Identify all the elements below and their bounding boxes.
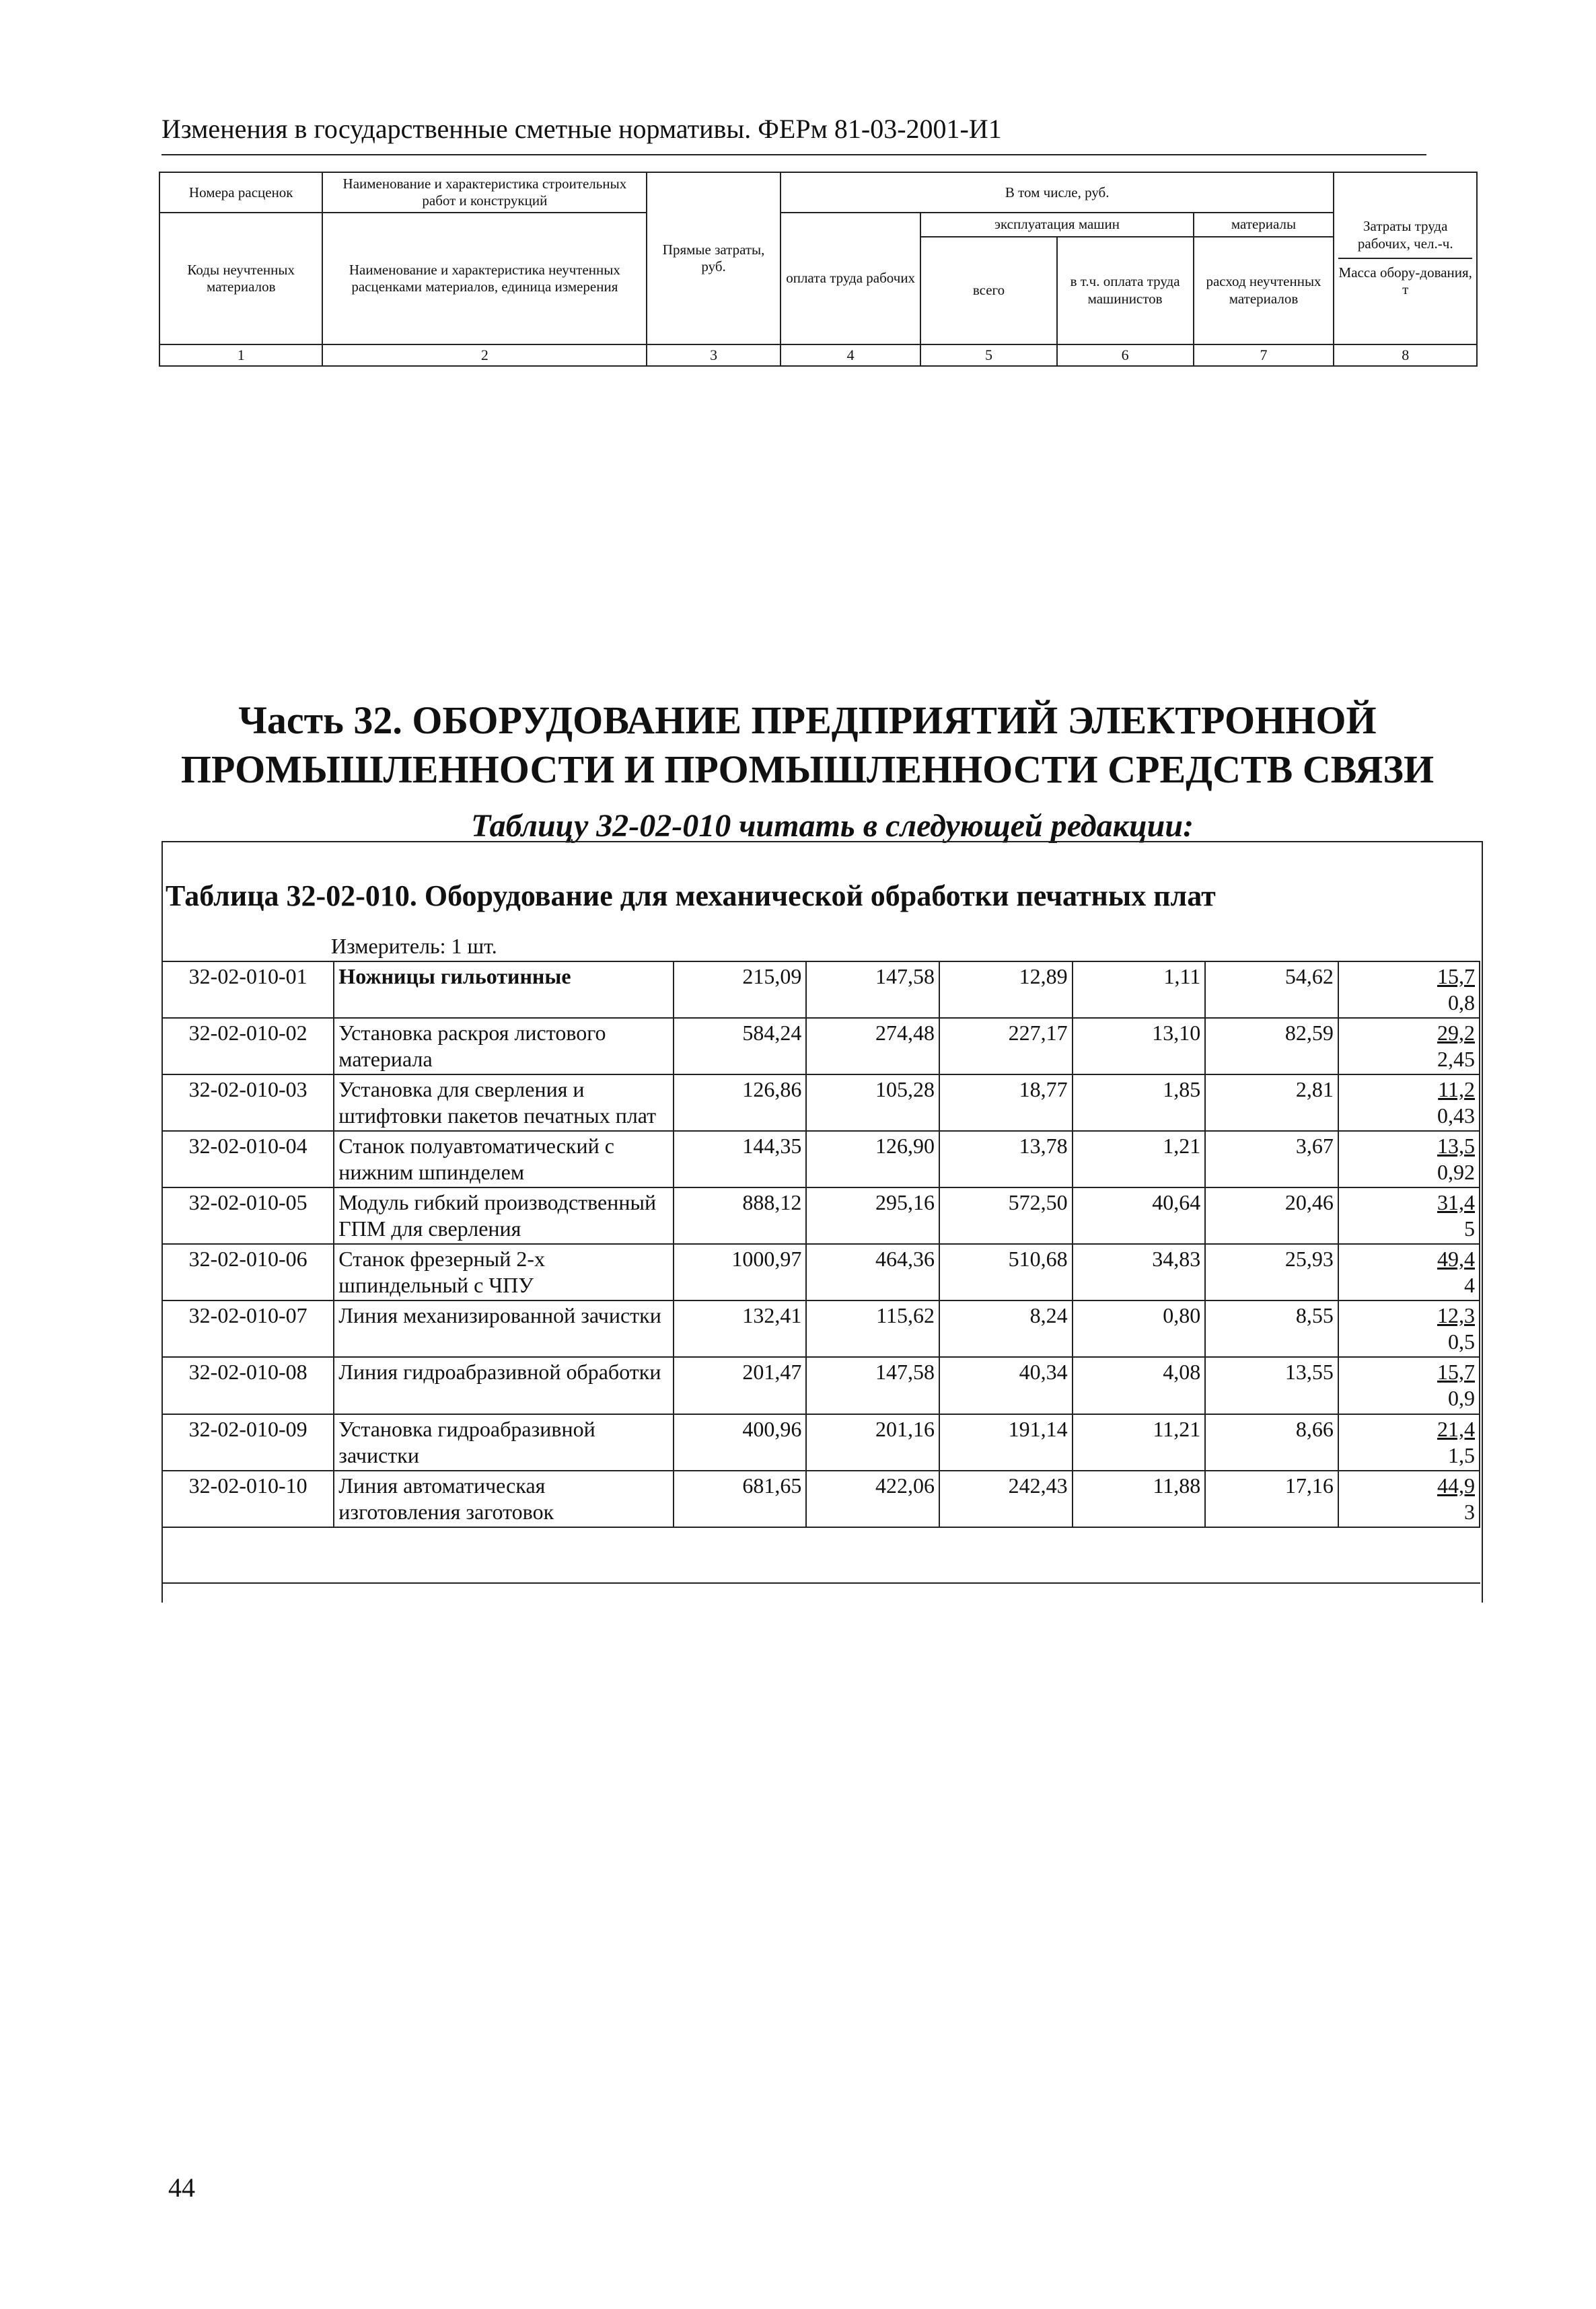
rate-code: 32-02-010-01 <box>162 961 334 1018</box>
table-row <box>162 1187 1480 1244</box>
labor-hours: 31,4 <box>1437 1190 1475 1215</box>
direct-cost: 400,96 <box>674 1414 807 1471</box>
machine-cost-total: 572,50 <box>939 1187 1073 1244</box>
equipment-mass: 0,43 <box>1437 1103 1475 1128</box>
col8-bottom-label: Масса обору-дования, т <box>1338 264 1472 297</box>
materials-cost: 20,46 <box>1205 1187 1338 1244</box>
rate-name: Станок фрезерный 2-х шпиндельный с ЧПУ <box>334 1244 673 1300</box>
machine-operator-cost: 1,85 <box>1073 1074 1206 1131</box>
labor-cost: 201,16 <box>806 1414 939 1471</box>
read-note: Таблицу 32-02-010 читать в следующей редакции: <box>471 808 1194 844</box>
direct-cost: 888,12 <box>674 1187 807 1244</box>
col6-header: в т.ч. оплата труда машинистов <box>1057 237 1194 344</box>
page-header: Изменения в государственные сметные нормативы. ФЕРм 81-03-2001-И1 <box>161 113 1426 155</box>
column-number: 3 <box>647 344 781 366</box>
labor-hours: 49,4 <box>1437 1247 1475 1272</box>
machine-operator-cost: 11,88 <box>1073 1471 1206 1527</box>
column-number: 2 <box>322 344 647 366</box>
labor-hours: 21,4 <box>1437 1416 1475 1441</box>
materials-cost: 17,16 <box>1205 1471 1338 1527</box>
col4-header: оплата труда рабочих <box>781 213 920 344</box>
page-number: 44 <box>168 2172 195 2203</box>
machine-cost-total: 242,43 <box>939 1471 1073 1527</box>
materials-group-header: материалы <box>1194 213 1334 236</box>
direct-cost: 1000,97 <box>674 1244 807 1300</box>
column-number: 7 <box>1194 344 1334 366</box>
labor-cost: 464,36 <box>806 1244 939 1300</box>
labor-hours-and-mass <box>1338 1414 1480 1471</box>
equipment-mass: 5 <box>1464 1216 1475 1241</box>
col2-top-label: Наименование и характеристика строительных работ и конструкций <box>342 176 627 209</box>
direct-cost: 681,65 <box>674 1471 807 1527</box>
machine-operator-cost: 0,80 <box>1073 1300 1206 1357</box>
materials-cost: 82,59 <box>1205 1018 1338 1074</box>
machine-cost-total: 510,68 <box>939 1244 1073 1300</box>
materials-cost: 8,66 <box>1205 1414 1338 1471</box>
table-row <box>162 1131 1480 1187</box>
table-caption: Таблица 32-02-010. Оборудование для механической обработки печатных плат <box>166 879 1216 912</box>
machine-cost-total: 13,78 <box>939 1131 1073 1187</box>
machine-cost-total: 191,14 <box>939 1414 1073 1471</box>
labor-cost: 126,90 <box>806 1131 939 1187</box>
column-number: 8 <box>1334 344 1477 366</box>
rate-code: 32-02-010-10 <box>162 1471 334 1527</box>
materials-cost: 13,55 <box>1205 1357 1338 1414</box>
rate-name: Установка для сверления и штифтовки пакетов печатных плат <box>334 1074 673 1131</box>
col8-top-label: Затраты труда рабочих, чел.-ч. <box>1357 218 1453 252</box>
labor-hours-and-mass <box>1338 1018 1480 1074</box>
rate-name: Модуль гибкий производственный ГПМ для сверления <box>334 1187 673 1244</box>
labor-hours: 29,2 <box>1437 1021 1475 1046</box>
machine-operator-cost: 1,11 <box>1073 961 1206 1018</box>
equipment-mass: 4 <box>1464 1273 1475 1298</box>
labor-hours: 15,7 <box>1437 964 1475 988</box>
equipment-mass: 0,5 <box>1448 1329 1475 1354</box>
column-number: 6 <box>1057 344 1194 366</box>
rate-code: 32-02-010-03 <box>162 1074 334 1131</box>
column-number: 4 <box>781 344 920 366</box>
frame-bottom-rule <box>161 1582 1480 1584</box>
col2-sub-header: Наименование и характеристика неучтенных расценками материалов, единица измерения <box>322 213 647 344</box>
column-header-table <box>159 172 1478 367</box>
col1-top-label: Номера расценок <box>188 184 293 200</box>
materials-cost: 54,62 <box>1205 961 1338 1018</box>
machine-cost-total: 18,77 <box>939 1074 1073 1131</box>
labor-hours: 12,3 <box>1437 1303 1475 1328</box>
rate-code: 32-02-010-05 <box>162 1187 334 1244</box>
col7-header: расход неучтенных материалов <box>1194 237 1334 344</box>
labor-cost: 147,58 <box>806 961 939 1018</box>
part-title: Часть 32. ОБОРУДОВАНИЕ ПРЕДПРИЯТИЙ ЭЛЕКТРОННОЙ ПРОМЫШЛЕННОСТИ И ПРОМЫШЛЕННОСТИ СРЕДСТВ СВЯЗИ <box>180 698 1435 791</box>
labor-cost: 295,16 <box>806 1187 939 1244</box>
rate-code: 32-02-010-09 <box>162 1414 334 1471</box>
machine-operator-cost: 13,10 <box>1073 1018 1206 1074</box>
labor-hours-and-mass <box>1338 961 1480 1018</box>
table-row <box>162 1018 1480 1074</box>
labor-cost: 105,28 <box>806 1074 939 1131</box>
rate-name: Линия гидроабразивной обработки <box>334 1357 673 1414</box>
machine-cost-total: 40,34 <box>939 1357 1073 1414</box>
column-number: 1 <box>159 344 322 366</box>
equipment-mass: 2,45 <box>1437 1047 1475 1072</box>
labor-hours-and-mass <box>1338 1244 1480 1300</box>
direct-cost: 215,09 <box>674 961 807 1018</box>
materials-cost: 3,67 <box>1205 1131 1338 1187</box>
col1-sub-header: Коды неучтенных материалов <box>159 213 322 344</box>
rate-code: 32-02-010-08 <box>162 1357 334 1414</box>
table-row <box>162 961 1480 1018</box>
labor-cost: 115,62 <box>806 1300 939 1357</box>
rate-code: 32-02-010-04 <box>162 1131 334 1187</box>
col2-header <box>322 172 647 213</box>
direct-cost: 201,47 <box>674 1357 807 1414</box>
equipment-mass: 0,8 <box>1448 990 1475 1015</box>
rate-name: Ножницы гильотинные <box>334 961 673 1018</box>
machine-operator-cost: 40,64 <box>1073 1187 1206 1244</box>
labor-hours-and-mass <box>1338 1187 1480 1244</box>
labor-hours-and-mass <box>1338 1357 1480 1414</box>
rate-code: 32-02-010-06 <box>162 1244 334 1300</box>
machine-operator-cost: 11,21 <box>1073 1414 1206 1471</box>
labor-hours: 44,9 <box>1437 1473 1475 1498</box>
direct-cost: 126,86 <box>674 1074 807 1131</box>
machine-operator-cost: 4,08 <box>1073 1357 1206 1414</box>
table-row <box>162 1414 1480 1471</box>
labor-hours-and-mass <box>1338 1131 1480 1187</box>
machines-group-header: эксплуатация машин <box>920 213 1193 236</box>
table-row <box>162 1471 1480 1527</box>
col3-header: Прямые затраты, руб. <box>647 172 781 344</box>
rate-name: Установка раскроя листового материала <box>334 1018 673 1074</box>
machine-cost-total: 227,17 <box>939 1018 1073 1074</box>
machine-cost-total: 12,89 <box>939 961 1073 1018</box>
rate-code: 32-02-010-07 <box>162 1300 334 1357</box>
table-row <box>162 1074 1480 1131</box>
direct-cost: 584,24 <box>674 1018 807 1074</box>
unit-of-measure: Измеритель: 1 шт. <box>331 934 497 958</box>
group-header: В том числе, руб. <box>781 172 1334 213</box>
machine-cost-total: 8,24 <box>939 1300 1073 1357</box>
table-row <box>162 1300 1480 1357</box>
direct-cost: 132,41 <box>674 1300 807 1357</box>
rates-table <box>161 961 1480 1528</box>
col1-header <box>159 172 322 213</box>
direct-cost: 144,35 <box>674 1131 807 1187</box>
materials-cost: 2,81 <box>1205 1074 1338 1131</box>
rates-table-body <box>162 961 1480 1527</box>
labor-cost: 147,58 <box>806 1357 939 1414</box>
labor-hours-and-mass <box>1338 1471 1480 1527</box>
rate-name: Станок полуавтоматический с нижним шпинделем <box>334 1131 673 1187</box>
rate-name: Линия механизированной зачистки <box>334 1300 673 1357</box>
materials-cost: 25,93 <box>1205 1244 1338 1300</box>
materials-cost: 8,55 <box>1205 1300 1338 1357</box>
labor-hours-and-mass <box>1338 1074 1480 1131</box>
machine-operator-cost: 34,83 <box>1073 1244 1206 1300</box>
rate-name: Установка гидроабразивной зачистки <box>334 1414 673 1471</box>
labor-cost: 274,48 <box>806 1018 939 1074</box>
labor-hours: 11,2 <box>1438 1077 1475 1102</box>
equipment-mass: 0,92 <box>1437 1160 1475 1185</box>
machine-operator-cost: 1,21 <box>1073 1131 1206 1187</box>
labor-cost: 422,06 <box>806 1471 939 1527</box>
table-row <box>162 1357 1480 1414</box>
labor-hours: 15,7 <box>1437 1360 1475 1385</box>
labor-hours: 13,5 <box>1437 1134 1475 1159</box>
labor-hours-and-mass <box>1338 1300 1480 1357</box>
table-row <box>162 1244 1480 1300</box>
col5-header: всего <box>920 237 1056 344</box>
equipment-mass: 3 <box>1464 1499 1475 1524</box>
rate-code: 32-02-010-02 <box>162 1018 334 1074</box>
equipment-mass: 1,5 <box>1448 1442 1475 1467</box>
col8-header <box>1334 172 1477 344</box>
equipment-mass: 0,9 <box>1448 1386 1475 1411</box>
rate-name: Линия автоматическая изготовления заготовок <box>334 1471 673 1527</box>
column-number: 5 <box>920 344 1056 366</box>
